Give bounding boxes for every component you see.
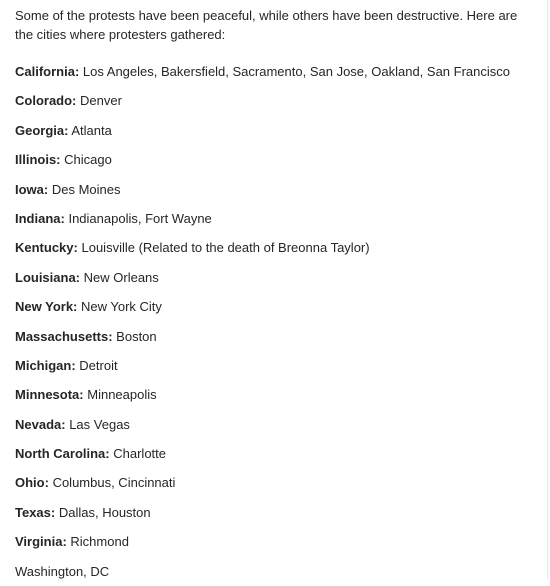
list-item-kentucky	[15, 233, 535, 262]
state-name: New York:	[15, 299, 78, 315]
city-names: Dallas, Houston	[58, 504, 151, 520]
list-item-illinois	[15, 145, 535, 174]
list-item-minnesota	[15, 380, 535, 409]
list-item-indiana	[15, 204, 535, 233]
city-names: Denver	[80, 93, 122, 109]
state-name: Iowa:	[15, 181, 49, 197]
state-name: Virginia:	[15, 534, 67, 550]
city-names: Louisville (Related to the death of Breonna Taylor)	[81, 240, 370, 256]
state-name: Massachusetts:	[15, 328, 113, 344]
list-item-nevada	[15, 410, 535, 439]
city-names: Atlanta	[71, 122, 112, 138]
list-item-michigan	[15, 351, 535, 380]
city-names: Washington, DC	[15, 563, 110, 579]
city-names: New York City	[81, 299, 162, 315]
page-edge-divider	[547, 0, 548, 579]
state-name: California:	[15, 64, 80, 79]
state-name: Indiana:	[15, 210, 65, 226]
intro-paragraph: Some of the protests have been peaceful, while others have been destructive. Here are the cities where protesters gathered:	[15, 8, 518, 42]
city-names: Minneapolis	[87, 387, 157, 403]
list-item-new-york	[15, 292, 535, 321]
list-item-georgia	[15, 116, 535, 145]
list-item-louisiana	[15, 263, 535, 292]
city-names: Las Vegas	[69, 416, 130, 432]
state-name: Texas:	[15, 504, 56, 520]
city-names: Charlotte	[113, 446, 166, 462]
city-names: Chicago	[64, 152, 112, 168]
list-item-massachusetts	[15, 322, 535, 351]
list-item-california	[15, 57, 535, 86]
list-item-virginia	[15, 527, 535, 556]
state-name: Ohio:	[15, 475, 49, 491]
state-name: North Carolina:	[15, 446, 110, 462]
city-names: Indianapolis, Fort Wayne	[68, 210, 212, 226]
city-names: New Orleans	[83, 269, 159, 285]
state-name: Minnesota:	[15, 387, 84, 403]
state-name: Louisiana:	[15, 269, 81, 285]
state-name: Illinois:	[15, 152, 61, 168]
list-item-colorado	[15, 86, 535, 115]
list-item-texas	[15, 498, 535, 527]
state-name: Colorado:	[15, 93, 77, 109]
list-item-ohio	[15, 468, 535, 497]
article-body	[15, 6, 535, 586]
city-list	[15, 57, 535, 586]
city-names: Des Moines	[51, 181, 121, 197]
state-name: Michigan:	[15, 357, 76, 373]
state-name: Kentucky:	[15, 240, 78, 256]
list-item-north-carolina	[15, 439, 535, 468]
city-names: Columbus, Cincinnati	[52, 475, 176, 491]
state-name: Georgia:	[15, 122, 69, 138]
state-name: Nevada:	[15, 416, 66, 432]
city-names: Boston	[116, 328, 157, 344]
city-names: Los Angeles, Bakersfield, Sacramento, San Jose, Oakland, San Francisco	[82, 64, 510, 79]
city-names: Richmond	[70, 534, 129, 550]
list-item-iowa	[15, 175, 535, 204]
city-names: Detroit	[79, 357, 118, 373]
list-item-washington-dc	[15, 557, 535, 586]
